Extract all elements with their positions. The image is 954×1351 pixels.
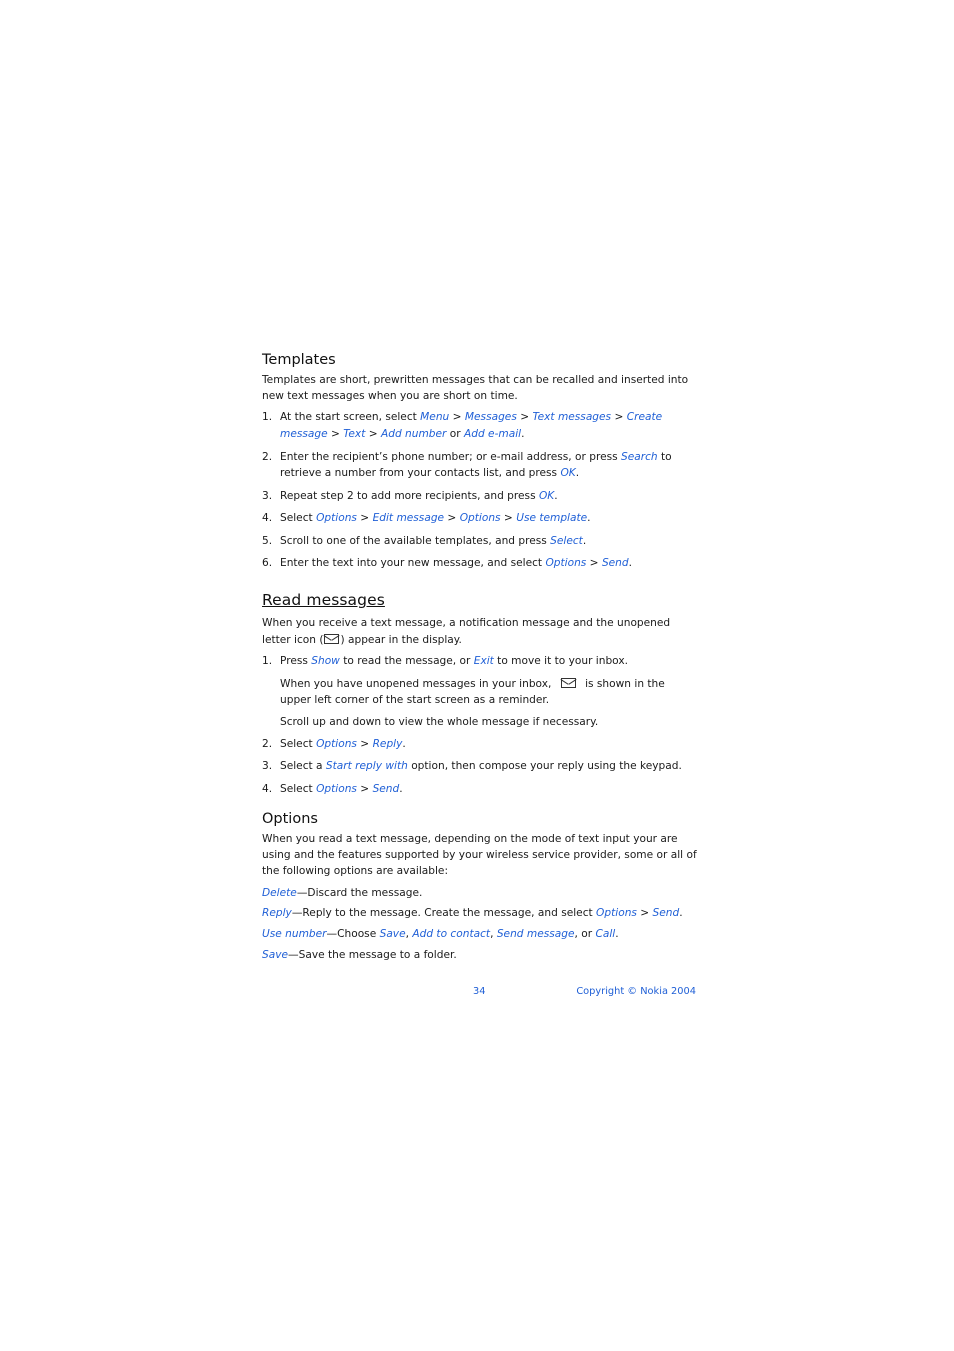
- text-run: Select: [280, 782, 317, 795]
- ui-term: Delete: [262, 886, 297, 899]
- text-run: .: [582, 534, 587, 547]
- option-item: [262, 885, 698, 901]
- templates-intro: Templates are short, prewritten messages that can be recalled and inserted into new text messages when you are short on time.: [262, 374, 689, 403]
- ui-term: Options: [316, 512, 357, 525]
- text-run: Select: [280, 512, 317, 525]
- ui-term: Call: [595, 928, 616, 941]
- option-item: [262, 947, 698, 963]
- ui-term: Save: [379, 928, 406, 941]
- ui-term: Send: [601, 556, 629, 569]
- text-run: >: [516, 411, 533, 424]
- options-intro: When you read a text message, depending on the mode of text input your are using and the features supported by your wireless service provider, some or all of the following options are available:: [262, 832, 697, 878]
- ui-term: Menu: [420, 411, 450, 424]
- text-run: .: [554, 489, 558, 502]
- ui-term: Reply: [262, 907, 292, 920]
- ui-term: Options: [316, 737, 357, 750]
- ui-term: Options: [596, 907, 637, 920]
- text-run: ,: [405, 928, 413, 941]
- ui-term: Send: [372, 782, 400, 795]
- step-text: [280, 451, 672, 480]
- text-run: ,: [490, 928, 497, 941]
- list-item: [262, 533, 698, 550]
- ui-term: Start reply with: [325, 760, 408, 773]
- ui-term: Options: [459, 512, 501, 525]
- ui-term: Exit: [473, 654, 494, 667]
- read-messages-intro: When you receive a text message, a notification message and the unopened letter icon ( ) appear in the display.: [262, 617, 671, 646]
- ui-term: Select: [550, 534, 583, 547]
- step-number: 6.: [262, 556, 273, 569]
- ui-term: Search: [621, 450, 658, 463]
- text-run: option, then compose your reply using the keypad.: [407, 760, 682, 773]
- options-heading: Options: [262, 810, 318, 827]
- ui-term: Save: [262, 949, 289, 962]
- step-note: When you have unopened messages in your inbox, is shown in the upper left corner of the start screen as a reminder.: [280, 677, 665, 706]
- templates-steps: [262, 409, 698, 571]
- step-text: [280, 655, 628, 667]
- text-run: At the start screen, select: [280, 411, 421, 424]
- step-number: 4.: [262, 512, 273, 525]
- ui-term: Text messages: [532, 411, 612, 424]
- read-messages-steps: [262, 653, 698, 798]
- text-run: to move it to your inbox.: [493, 654, 628, 667]
- ui-term: Use number: [262, 928, 327, 941]
- text-run: or: [446, 428, 464, 441]
- ui-term: Options: [316, 782, 357, 795]
- text-run: .: [679, 907, 683, 920]
- read-messages-heading: Read messages: [262, 591, 385, 610]
- text-run: >: [365, 428, 381, 441]
- ui-term: Text: [343, 428, 366, 441]
- list-item: 4. Select Options > Send.: [262, 782, 403, 795]
- copyright: Copyright © Nokia 2004: [576, 986, 696, 997]
- ui-term: Send: [652, 907, 680, 920]
- list-item: [262, 488, 698, 505]
- text-run: >: [449, 411, 465, 424]
- step-number: 2.: [262, 450, 273, 463]
- text-run: >: [444, 512, 460, 525]
- text-run: .: [615, 928, 619, 941]
- step-text: [280, 535, 586, 547]
- text-run: .: [399, 782, 403, 795]
- ui-term: Add to contact: [412, 928, 491, 941]
- text-run: —Reply to the message. Create the message, and select: [291, 907, 597, 920]
- document-page: [262, 350, 698, 968]
- text-run: .: [587, 512, 591, 525]
- ui-term: Messages: [464, 411, 517, 424]
- text-run: —Discard the message.: [296, 886, 423, 899]
- text-run: >: [636, 907, 653, 920]
- list-item: 1. Press Show to read the message, or Exit to move it to your inbox. When you have unopened messages in your inbox, is shown in the upper left corner of the start screen as a reminder. Scroll up and down to view the whole message if necessary.: [262, 653, 698, 730]
- step-text: [280, 411, 662, 440]
- templates-heading: Templates: [262, 352, 336, 368]
- ui-term: Edit message: [372, 512, 445, 525]
- text-run: .: [628, 556, 632, 569]
- step-text: [280, 557, 632, 569]
- step-note: Scroll up and down to view the whole message if necessary.: [280, 715, 599, 728]
- text-run: .: [575, 467, 580, 480]
- ui-term: Create message: [280, 411, 663, 441]
- text-run: —Save the message to a folder.: [288, 949, 457, 962]
- ui-term: Add number: [380, 428, 447, 441]
- step-text: [280, 490, 558, 502]
- envelope-icon: [561, 678, 576, 688]
- text-run: , or: [574, 928, 596, 941]
- step-text: [280, 512, 591, 524]
- list-item: [262, 409, 698, 443]
- text-run: Select a: [280, 760, 326, 773]
- ui-term: OK: [538, 489, 555, 502]
- text-run: Enter the text into your new message, and select: [280, 556, 546, 569]
- step-number: 3.: [262, 489, 273, 502]
- ui-term: Send message: [496, 928, 575, 941]
- text-run: Enter the recipient’s phone number; or e-mail address, or press: [280, 450, 622, 463]
- text-run: >: [356, 737, 373, 750]
- envelope-icon: [324, 634, 339, 644]
- list-item: [262, 510, 698, 527]
- ui-term: Use template: [516, 512, 588, 525]
- text-run: Repeat step 2 to add more recipients, and press: [280, 489, 539, 502]
- text-run: to retrieve a number from your contacts list, and press: [280, 450, 672, 480]
- ui-term: Add e-mail: [463, 428, 522, 441]
- text-run: .: [521, 428, 525, 441]
- list-item: [262, 555, 698, 572]
- text-run: >: [356, 512, 373, 525]
- text-run: >: [586, 556, 602, 569]
- step-text: [280, 760, 682, 772]
- ui-term: Show: [311, 654, 340, 667]
- step-number: 5.: [262, 534, 273, 547]
- text-run: Press: [280, 654, 312, 667]
- list-item: [262, 449, 698, 483]
- step-text: [280, 738, 406, 750]
- option-item: [262, 926, 698, 942]
- text-run: Scroll to one of the available templates, and press: [280, 534, 551, 547]
- step-number: 1.: [262, 411, 273, 424]
- text-run: .: [402, 737, 406, 750]
- ui-term: OK: [560, 467, 576, 480]
- option-item: [262, 905, 698, 921]
- options-list: [262, 885, 698, 964]
- step-text: [280, 783, 403, 795]
- text-run: —Choose: [326, 928, 380, 941]
- text-run: >: [500, 512, 517, 525]
- text-run: to read the message, or: [339, 654, 474, 667]
- text-run: >: [327, 428, 344, 441]
- text-run: Select: [280, 737, 317, 750]
- page-number: 34: [473, 986, 486, 997]
- list-item: 3. Select a Start reply with option, then compose your reply using the keypad.: [262, 760, 682, 773]
- ui-term: Options: [545, 556, 587, 569]
- ui-term: Reply: [372, 737, 403, 750]
- text-run: >: [356, 782, 373, 795]
- list-item: 2. Select Options > Reply.: [262, 737, 406, 750]
- text-run: >: [611, 411, 627, 424]
